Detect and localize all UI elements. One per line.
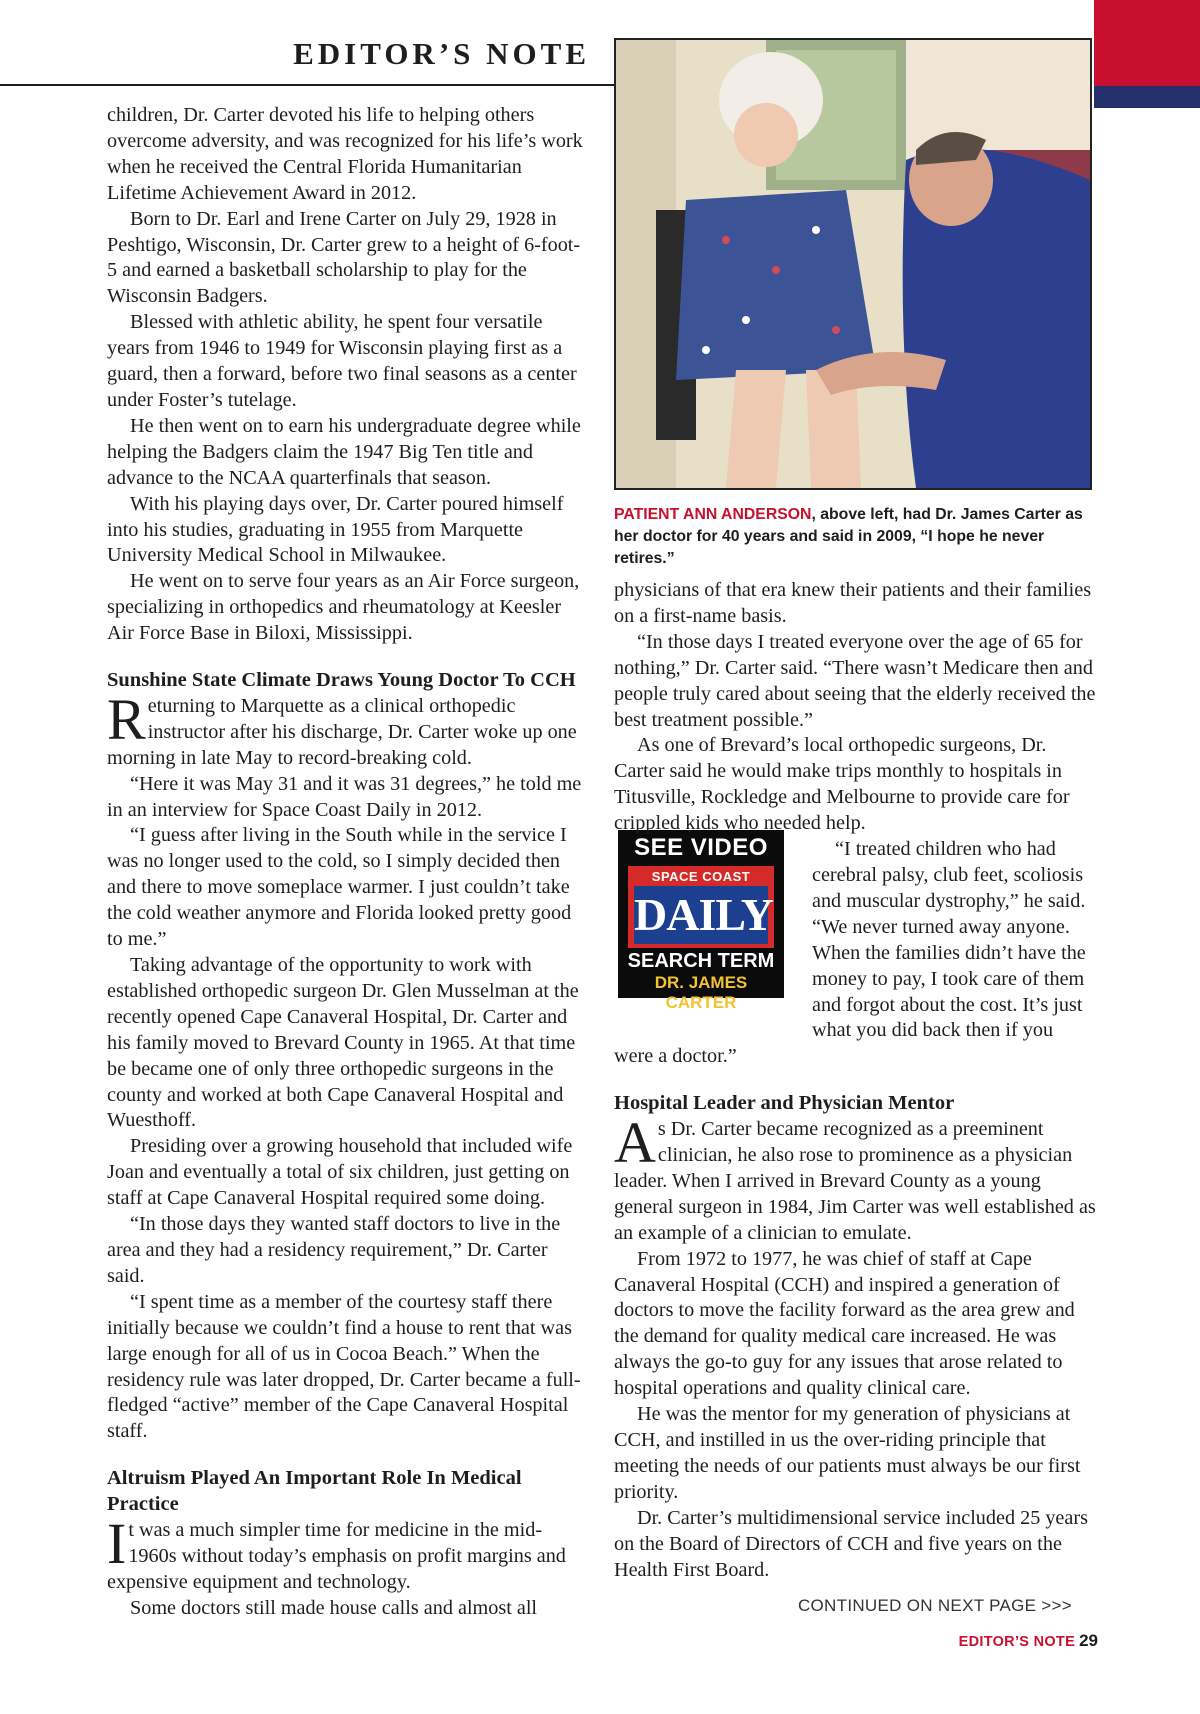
search-term-value: DR. JAMES CARTER	[654, 973, 748, 1012]
subheading-hospital-leader: Hospital Leader and Physician Mentor	[614, 1092, 955, 1115]
right-column	[614, 578, 1096, 1583]
paragraph: “In those days they wanted staff doctors to live in the area and they had a residency requirement,” Dr. Carter said.	[107, 1213, 561, 1287]
paragraph: He went on to serve four years as an Air Force surgeon, specializing in orthopedics and rheumatology at Keesler Air Force Base in Biloxi, Mississippi.	[107, 570, 580, 645]
footer-section-label: EDITOR’S NOTE	[958, 1634, 1076, 1650]
patient-photo	[614, 38, 1092, 490]
paragraph: “In those days I treated everyone over the age of 65 for nothing,” Dr. Carter said. “There wasn’t Medicare then and people truly cared about seeing that the elderly received the best treatment possible.”	[614, 630, 1096, 731]
see-video-label: SEE VIDEO	[634, 834, 768, 861]
paragraph-dropcap	[614, 1110, 1096, 1247]
subheading-altruism: Altruism Played An Important Role In Medical Practice	[107, 1467, 522, 1516]
drop-cap: R	[107, 686, 146, 752]
promo-wrap-spacer	[614, 837, 812, 1042]
paragraph-dropcap	[107, 1511, 587, 1596]
paragraph: From 1972 to 1977, he was chief of staff at Cape Canaveral Hospital (CCH) and inspired a generation of doctors to move the facility forward as the area grew and the demand for quality medical care increased. He was always the go-to guy for any issues that arose related to hospital operations and quality clinical care.	[614, 1247, 1075, 1400]
paragraph: He then went on to earn his undergraduate degree while helping the Badgers claim the 1947 Big Ten title and advance to the NCAA quarterfinals that season.	[107, 414, 581, 489]
paragraph: Some doctors still made house calls and almost all	[130, 1596, 538, 1619]
caption-text: , above left, had Dr. James Carter as her doctor for 40 years and said in 2009, “I hope he never retires.”	[614, 506, 1083, 567]
paragraph: “I spent time as a member of the courtesy staff there initially because we couldn’t find a house to rent that was large enough for all of us in Cocoa Beach.” When the residency rule was later dropped, Dr. Carter became a full-fledged “active” member of the Cape Canaveral Hospital staff.	[107, 1290, 581, 1443]
logo-top-text: SPACE COAST	[651, 869, 751, 884]
paragraph-dropcap	[107, 686, 587, 772]
section-header: EDITOR’S NOTE	[293, 36, 590, 71]
drop-cap: A	[614, 1110, 656, 1176]
caption-lead: PATIENT ANN ANDERSON	[614, 506, 812, 523]
paragraph: children, Dr. Carter devoted his life to helping others overcome adversity, and was recognized for his life’s work when he received the Central Florida Humanitarian Lifetime Achievement Award in 2012.	[107, 104, 583, 204]
paragraph: Presiding over a growing household that included wife Joan and eventually a total of six children, just getting on staff at Cape Canaveral Hospital required some doing.	[107, 1135, 573, 1210]
paragraph: As one of Brevard’s local orthopedic surgeons, Dr. Carter said he would make trips monthly to hospitals in Titusville, Rockledge and Melbourne to provide care for crippled kids who needed help.	[614, 734, 1070, 835]
continued-on-next-page: CONTINUED ON NEXT PAGE >>>	[797, 1596, 1072, 1615]
paragraph: Blessed with athletic ability, he spent four versatile years from 1946 to 1949 for Wisconsin playing first as a guard, then a forward, before two final seasons as a center under Foster’s tutelage.	[107, 311, 577, 411]
paragraph: With his playing days over, Dr. Carter poured himself into his studies, graduating in 1955 from Marquette University Medical School in Milwaukee.	[107, 492, 564, 567]
paragraph-text: eturning to Marquette as a clinical orthopedic instructor after his discharge, Dr. Carter woke up one morning in late May to record-breaking cold.	[107, 694, 577, 769]
paragraph: “I guess after living in the South while in the service I was no longer used to the cold, so I simply decided then and there to move someplace warmer. I just couldn’t take the cold weather anymore and Florida looked pretty good to me.”	[107, 824, 572, 951]
photo-caption	[614, 504, 1094, 570]
paragraph: physicians of that era knew their patients and their families on a first-name basis.	[614, 579, 1092, 627]
paragraph: Dr. Carter’s multidimensional service included 25 years on the Board of Directors of CCH and five years on the Health First Board.	[614, 1506, 1088, 1581]
paragraph: Taking advantage of the opportunity to work with established orthopedic surgeon Dr. Glen Musselman at the recently opened Cape Canaveral Hospital, Dr. Carter and his family moved to Brevard County in 1965. At that time be became one of only three orthopedic surgeons in the county and worked at both Cape Canaveral Hospital and Wuesthoff.	[107, 954, 579, 1132]
paragraph-text: s Dr. Carter became recognized as a preeminent clinician, he also rose to prominence as a physician leader. When I arrived in Brevard County as a young general surgeon in 1984, Jim Carter was well established as an example of a clinician to emulate.	[614, 1118, 1096, 1244]
paragraph-text: t was a much simpler time for medicine in the mid-1960s without today’s emphasis on profit margins and expensive equipment and technology.	[107, 1519, 566, 1593]
subheading-sunshine-state: Sunshine State Climate Draws Young Doctor To CCH	[107, 669, 576, 692]
paragraph: “I treated children who had cerebral palsy, club feet, scoliosis and muscular dystrophy,” he said. “We never turned away anyone. When the families didn’t have the money to pay, I took care of them and forgot about the cost. It’s just what you did back then if you were a doctor.”	[614, 838, 1086, 1068]
page-number: 29	[1079, 1631, 1098, 1650]
corner-blue-tab	[1094, 86, 1200, 108]
paragraph: Born to Dr. Earl and Irene Carter on July 29, 1928 in Peshtigo, Wisconsin, Dr. Carter grew to a height of 6-foot-5 and earned a basketball scholarship to play for the Wisconsin Badgers.	[107, 207, 581, 308]
header-rule	[0, 84, 618, 86]
corner-red-tab	[1094, 0, 1200, 86]
logo-main-text: DAILY	[634, 886, 768, 944]
paragraph: He was the mentor for my generation of physicians at CCH, and instilled in us the over-riding principle that meeting the needs of our patients must always be our first priority.	[614, 1403, 1081, 1503]
photo-illustration	[616, 40, 1090, 488]
left-column	[107, 103, 587, 1622]
paragraph: “Here it was May 31 and it was 31 degrees,” he told me in an interview for Space Coast Daily in 2012.	[107, 772, 582, 821]
search-term-label: SEARCH TERM	[627, 950, 775, 972]
drop-cap: I	[107, 1511, 127, 1577]
page-footer	[820, 1631, 1098, 1651]
